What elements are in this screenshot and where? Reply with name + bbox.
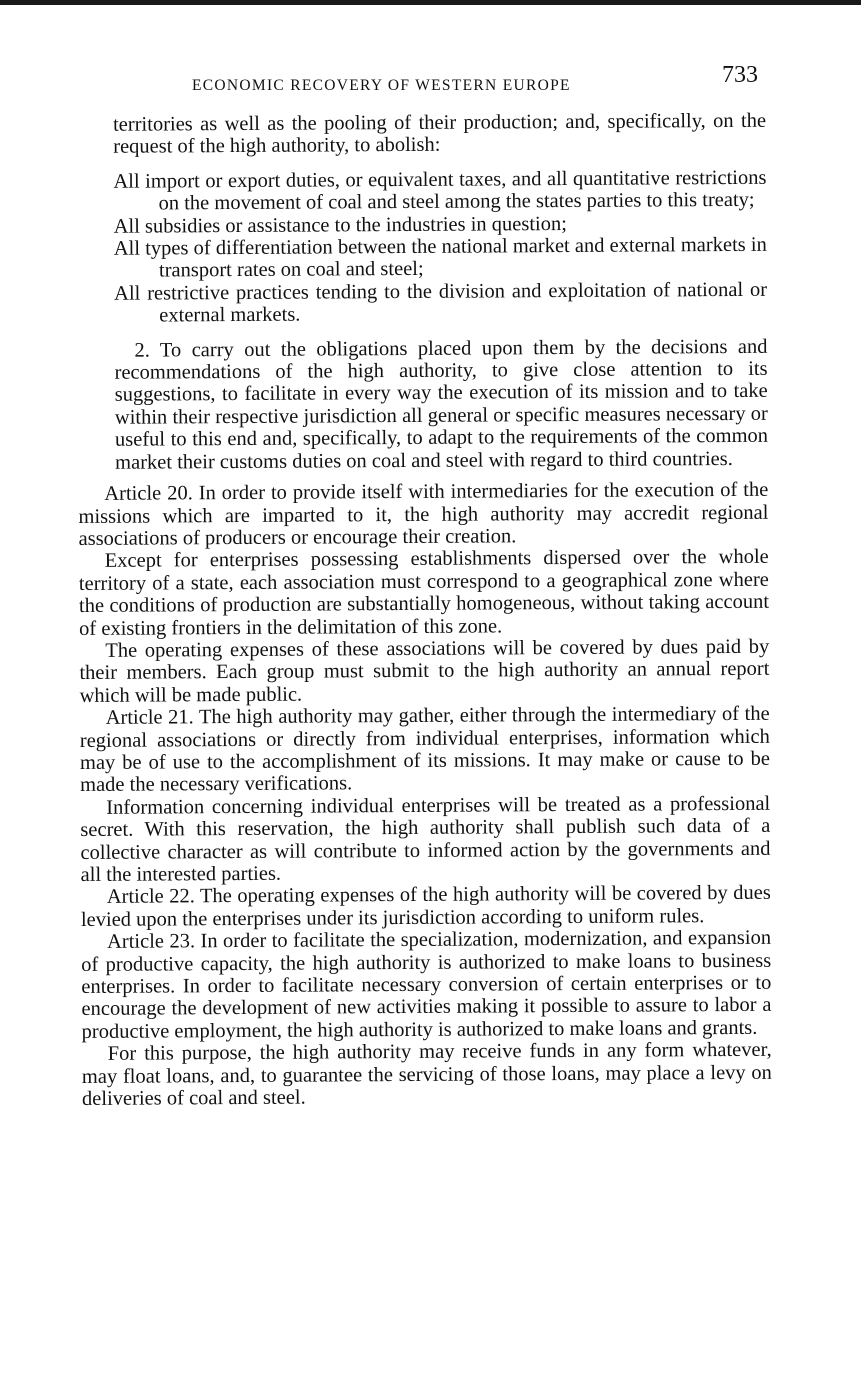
list-item: All import or export duties, or equivalent taxes, and all quantitative restrictions on the movement of coal and steel among the states parties to this treaty; xyxy=(113,166,767,215)
abolish-list xyxy=(76,167,767,328)
article-22: Article 22. The operating expenses of the high authority will be covered by dues levied upon the enterprises under its jurisdiction according to uniform rules. xyxy=(80,882,771,931)
article-20-paragraph-2: Except for enterprises possessing establishments dispersed over the whole territory of a state, each association must correspond to a geographical zone where the conditions of production are substantially homogeneous, without taking account of existing frontiers in the delimitation of this zone. xyxy=(78,546,770,640)
page-header xyxy=(110,62,760,102)
article-21: Article 21. The high authority may gather, either through the intermediary of the regional associations or directly from individual enterprises, information which may be of use to the accomplishment of its missions. It may make or cause to be made the necessary verifications. xyxy=(79,702,771,797)
list-item: All subsidies or assistance to the industries in question; xyxy=(113,212,567,238)
list-item: All types of differentiation between the national market and external markets in transport rates on coal and steel; xyxy=(113,233,767,282)
list-item: All restrictive practices tending to the division and exploitation of national or external markets. xyxy=(114,278,768,327)
article-20-paragraph-3: The operating expenses of these associations will be covered by dues paid by their members. Each group must submit to the high authority an annual report which will be made public. xyxy=(79,635,770,707)
top-border xyxy=(0,0,861,5)
intro-paragraph: territories as well as the pooling of their production; and, specifically, on the request of the high authority, to abolish: xyxy=(112,109,767,159)
page-body xyxy=(76,110,772,1111)
running-title: ECONOMIC RECOVERY OF WESTERN EUROPE xyxy=(192,77,571,94)
article-23-paragraph-2: For this purpose, the high authority may receive funds in any form whatever, may float loans, and, to guarantee the servicing of those loans, may place a levy on deliveries of coal and steel. xyxy=(81,1039,772,1111)
article-20: Article 20. In order to provide itself with intermediaries for the execution of the missions which are imparted to it, the high authority may accredit regional associations of producers or encourage their creation. xyxy=(78,478,769,550)
article-21-paragraph-2: Information concerning individual enterprises will be treated as a professional secret. With this reservation, the high authority shall publish such data of a collective character as will contribute to informed action by the governments and all the interested parties. xyxy=(80,792,771,886)
article-23: Article 23. In order to facilitate the specialization, modernization, and expansion of productive capacity, the high authority is authorized to make loans to business enterprises. In order to facilitate necessary conversion of certain enterprises or to encourage the development of new activities making it possible to assure to labor a productive employment, the high authority is authorized to make loans and grants. xyxy=(81,926,772,1043)
point-2-paragraph: 2. To carry out the obligations placed upon them by the decisions and recommendations of the high authority, to give close attention to its suggestions, to facilitate in every way the execution of its mission and to take within their respective jurisdiction all general or specific measures necessary or useful to this end and, specifically, to adapt to the requirements of the common market their customs duties on coal and steel with regard to third countries. xyxy=(114,335,769,474)
page-number: 733 xyxy=(722,62,758,88)
